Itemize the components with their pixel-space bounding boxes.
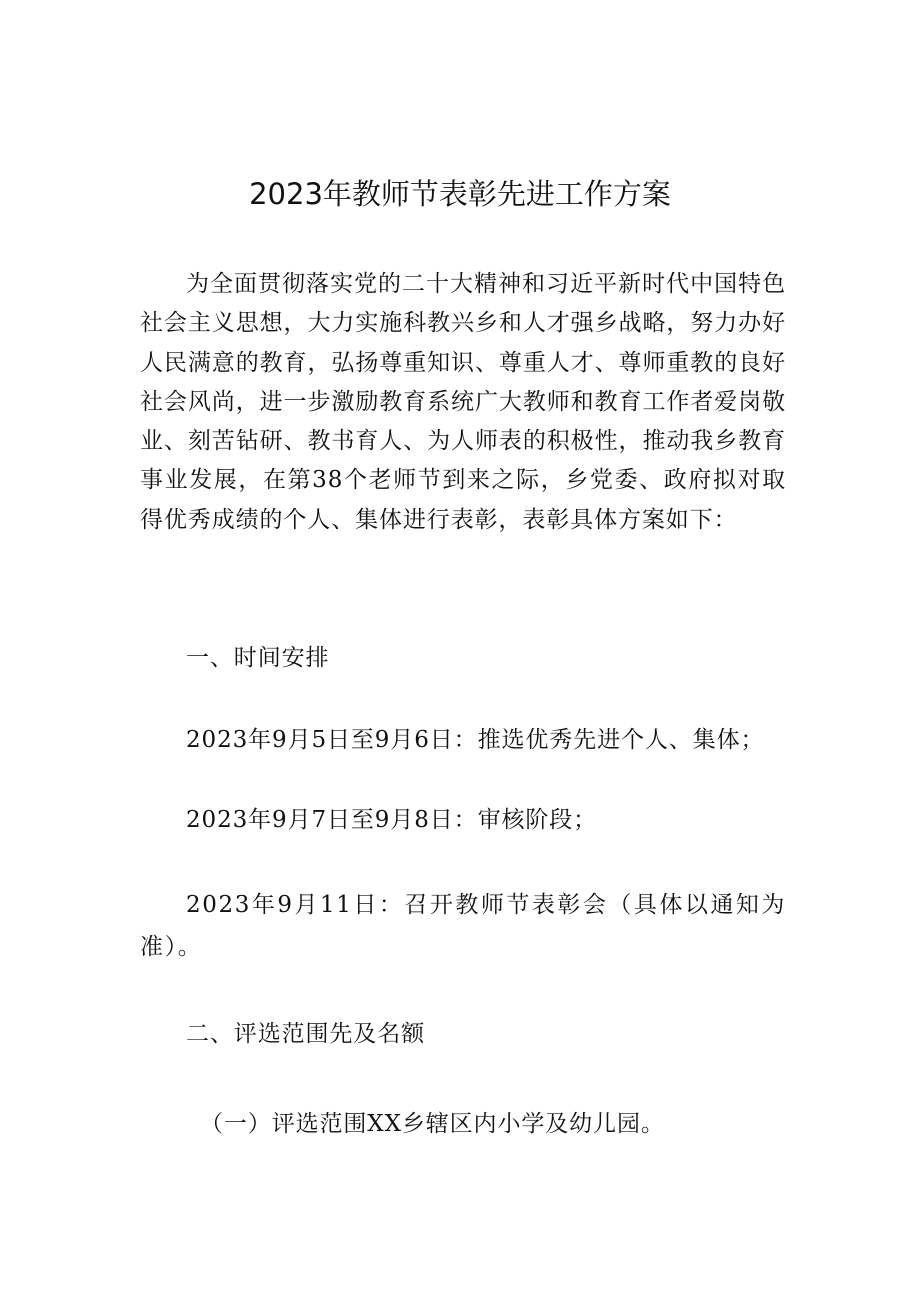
document-title: 2023年教师节表彰先进工作方案: [249, 177, 671, 211]
section-heading-schedule: 一、时间安排: [186, 645, 330, 671]
schedule-item: 2023年9月7日至9月8日：审核阶段；: [186, 807, 598, 833]
schedule-item: 2023年9月5日至9月6日：推选优秀先进个人、集体；: [186, 727, 765, 753]
section-heading-scope: 二、评选范围先及名额: [186, 1021, 425, 1047]
schedule-item: 2023年9月11日：召开教师节表彰会（具体以通知为准）。: [140, 892, 786, 960]
scope-item: （一）评选范围XX乡辖区内小学及幼儿园。: [200, 1111, 665, 1137]
intro-paragraph: 为全面贯彻落实党的二十大精神和习近平新时代中国特色社会主义思想，大力实施科教兴乡和人才强乡战略，努力办好人民满意的教育，弘扬尊重知识、尊重人才、尊师重教的良好社会风尚，进一步激励教育系统广大教师和教育工作者爱岗敬业、刻苦钻研、教书育人、为人师表的积极性，推动我乡教育事业发展，在第38个老师节到来之际，乡党委、政府拟对取得优秀成绩的个人、集体进行表彰，表彰具体方案如下：: [140, 271, 786, 533]
